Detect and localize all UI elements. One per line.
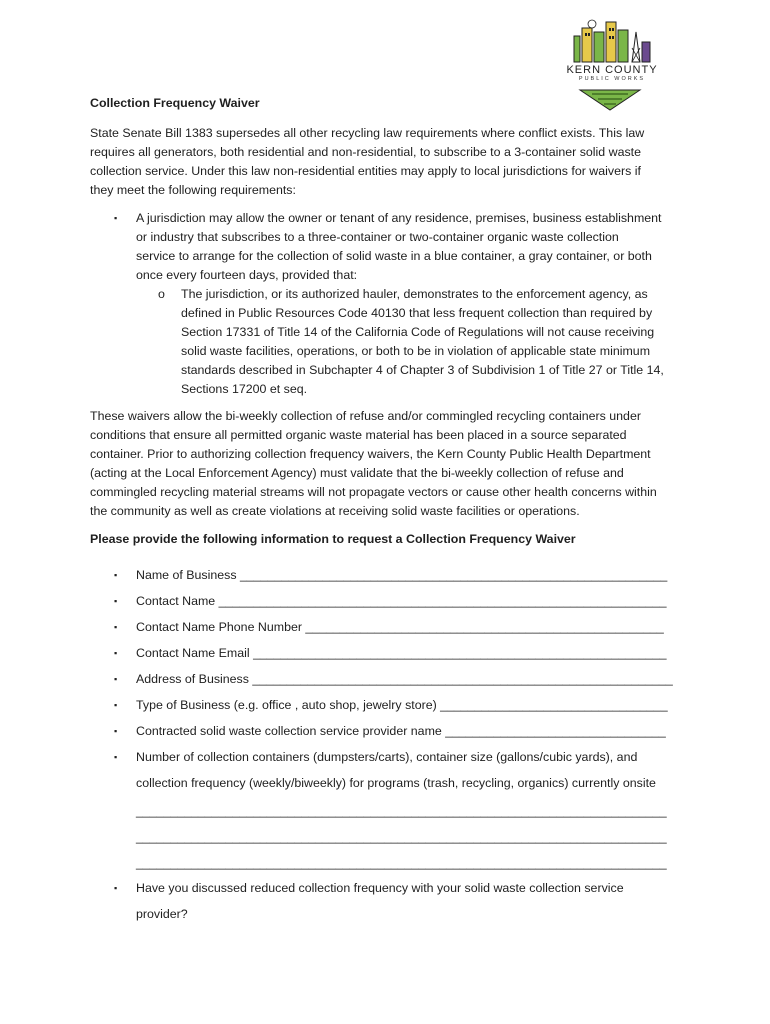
logo-subtitle: PUBLIC WORKS [578,76,646,82]
intro-line: requires all generators, both residential and non-residential, to subscribe to a 3-container solid waste [90,145,642,159]
bullet-marker: ▪ [114,883,118,893]
final-question-line: Have you discussed reduced collection frequency with your solid waste collection service [136,881,624,895]
field-contact-name[interactable]: Contact Name _________________________________________________________________ [136,594,667,608]
containers-question-line: Number of collection containers (dumpsters/carts), container size (gallons/cubic yards), and [136,750,638,764]
body-line: These waivers allow the bi-weekly collection of refuse and/or commingled recycling containers under [90,409,641,423]
final-question-line: provider? [136,907,188,921]
sub-requirement-line: defined in Public Resources Code 40130 that less frequent collection than required by [181,306,653,320]
sub-requirement-line: standards described in Subchapter 4 of Chapter 3 of Subdivision 1 of Title 27 or Title 14, [181,363,664,377]
intro-line: State Senate Bill 1383 supersedes all other recycling law requirements where conflict exists. This law [90,126,645,140]
sub-requirement-line: solid waste facilities, operations, or both to be in violation of applicable state minimum [181,344,651,358]
bullet-marker: ▪ [114,596,118,606]
containers-answer-line[interactable]: _____________________________________________________________________________ [136,856,667,870]
intro-line: collection service. Under this law non-residential entities may apply to local jurisdictions for waivers if [90,164,641,178]
bullet-marker: ▪ [114,648,118,658]
containers-question-line: collection frequency (weekly/biweekly) for programs (trash, recycling, organics) currently onsite [136,776,656,790]
requirement-line: A jurisdiction may allow the owner or tenant of any residence, premises, business establishment [136,211,662,225]
bullet-marker: ▪ [114,726,118,736]
sub-requirement-line: Section 17331 of Title 14 of the California Code of Regulations will not cause receiving [181,325,655,339]
sub-bullet-marker: o [158,287,165,301]
containers-answer-line[interactable]: _____________________________________________________________________________ [136,804,667,818]
request-heading: Please provide the following information to request a Collection Frequency Waiver [90,532,576,546]
logo-name: KERN COUNTY [566,64,658,76]
sub-requirement-line: Sections 17200 et seq. [181,382,308,396]
document-title: Collection Frequency Waiver [90,96,260,110]
containers-answer-line[interactable]: _____________________________________________________________________________ [136,830,667,844]
intro-line: they meet the following requirements: [90,183,296,197]
field-contact-phone[interactable]: Contact Name Phone Number ____________________________________________________ [136,620,664,634]
body-line: commingled recycling material streams will not propagate vectors or cause other health concerns within [90,485,657,499]
body-line: conditions that ensure all permitted organic waste material has been placed in a source separated [90,428,627,442]
requirement-line: once every fourteen days, provided that: [136,268,358,282]
requirement-line: or industry that subscribes to a three-container or two-container organic waste collection [136,230,619,244]
bullet-marker: ▪ [114,622,118,632]
field-business-name[interactable]: Name of Business ______________________________________________________________ [136,568,668,582]
sub-requirement-line: The jurisdiction, or its authorized hauler, demonstrates to the enforcement agency, as [181,287,648,301]
requirement-line: service to arrange for the collection of solid waste in a blue container, a gray container, or both [136,249,652,263]
bullet-marker: ▪ [114,213,118,223]
body-line: (acting at the Local Enforcement Agency) must validate that the bi-weekly collection of refuse and [90,466,624,480]
body-line: the community as well as create violations at receiving solid waste facilities or operations. [90,504,580,518]
field-service-provider[interactable]: Contracted solid waste collection service provider name ________________________________ [136,724,666,738]
bullet-marker: ▪ [114,700,118,710]
field-business-address[interactable]: Address of Business _____________________________________________________________ [136,672,673,686]
body-line: container. Prior to authorizing collection frequency waivers, the Kern County Public Health Department [90,447,651,461]
bullet-marker: ▪ [114,674,118,684]
bullet-marker: ▪ [114,570,118,580]
field-business-type[interactable]: Type of Business (e.g. office , auto shop, jewelry store) _________________________________ [136,698,668,712]
field-contact-email[interactable]: Contact Name Email ____________________________________________________________ [136,646,667,660]
bullet-marker: ▪ [114,752,118,762]
